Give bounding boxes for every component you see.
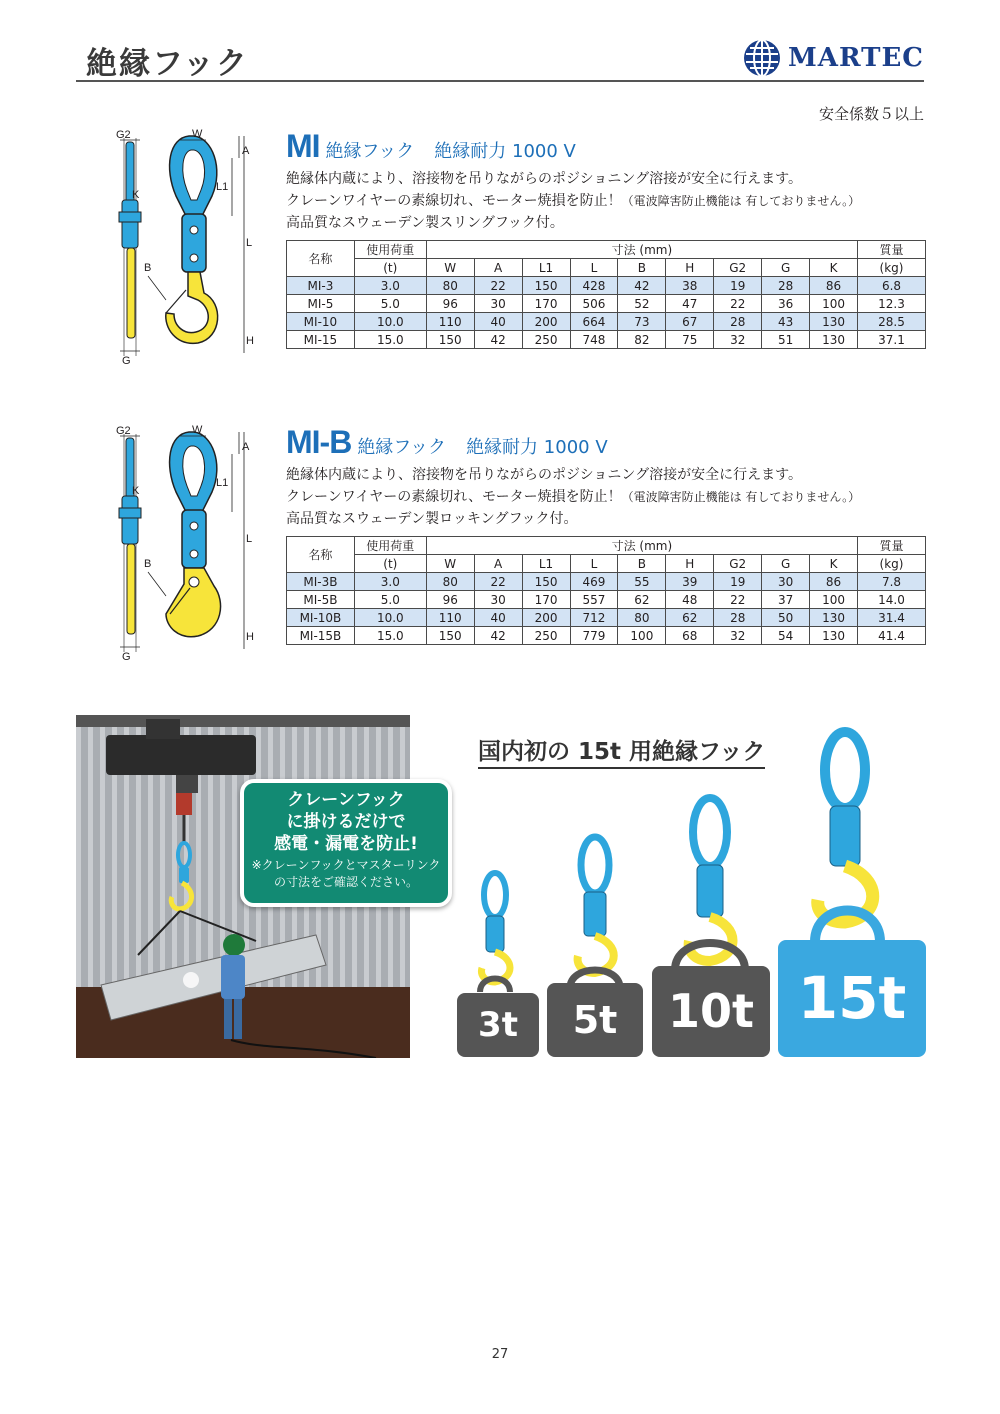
table-cell: 40	[474, 609, 522, 627]
header-dim-col: A	[474, 555, 522, 573]
page-number: 27	[491, 1347, 509, 1362]
table-cell: 712	[570, 609, 618, 627]
header-dim-col: L	[570, 259, 618, 277]
table-cell: MI-10B	[287, 609, 355, 627]
svg-text:H: H	[246, 335, 254, 347]
header-mass-unit: (kg)	[857, 555, 925, 573]
header-load: 使用荷重	[354, 241, 426, 259]
table-cell: 68	[666, 627, 714, 645]
table-cell: 28	[714, 609, 762, 627]
voltage-rating: 絶縁耐力 1000 V	[434, 141, 576, 162]
callout-line: 感電・漏電を防止!	[274, 834, 418, 854]
spec-table	[286, 536, 926, 645]
table-cell: 28.5	[858, 313, 926, 331]
table-cell: 51	[762, 331, 810, 349]
table-cell: 80	[618, 609, 666, 627]
description-line: 高品質なスウェーデン製ロッキングフック付。	[286, 511, 578, 527]
section-title	[286, 128, 926, 164]
promo-title: 国内初の 15t 用絶縁フック	[478, 733, 765, 769]
product-content	[286, 128, 926, 349]
table-row	[287, 295, 926, 313]
svg-text:L1: L1	[216, 477, 229, 489]
description	[286, 168, 926, 234]
table-cell: 506	[570, 295, 618, 313]
safety-factor-note: 安全係数５以上	[818, 105, 924, 123]
table-cell: 28	[714, 313, 762, 331]
description-line: 絶縁体内蔵により、溶接物を吊りながらのポジショニング溶接が安全に行えます。	[286, 467, 802, 483]
table-cell: 130	[810, 313, 858, 331]
header-load: 使用荷重	[354, 537, 426, 555]
table-cell: 86	[810, 277, 858, 295]
header-mass: 質量	[858, 241, 926, 259]
table-cell: 130	[810, 609, 858, 627]
table-cell: 6.8	[858, 277, 926, 295]
weight-5t: 5t	[547, 983, 643, 1057]
front-view	[144, 128, 254, 353]
table-cell: MI-5B	[287, 591, 355, 609]
table-row	[287, 277, 926, 295]
table-cell: 31.4	[857, 609, 925, 627]
table-cell: MI-10	[287, 313, 355, 331]
description-line: 絶縁体内蔵により、溶接物を吊りながらのポジショニング溶接が安全に行えます。	[286, 171, 802, 187]
table-cell: 5.0	[354, 591, 426, 609]
header-dim-col: K	[810, 555, 858, 573]
weight-15t: 15t	[778, 940, 926, 1057]
header-dimensions: 寸法 (mm)	[426, 537, 857, 555]
table-cell: MI-15	[287, 331, 355, 349]
svg-text:G2: G2	[116, 129, 131, 141]
table-row	[287, 313, 926, 331]
table-row	[287, 573, 926, 591]
table-cell: 100	[618, 627, 666, 645]
hook-dimension-diagram	[94, 128, 284, 368]
description-line: クレーンワイヤーの素線切れ、モーター焼損を防止！（電波障害防止機能は 有しておりません。）	[286, 489, 861, 505]
table-cell: 37.1	[858, 331, 926, 349]
header-mass: 質量	[857, 537, 925, 555]
svg-text:W: W	[192, 424, 203, 436]
callout-bubble	[240, 779, 452, 907]
table-cell: 39	[666, 573, 714, 591]
hook-15t-icon	[818, 732, 873, 922]
table-cell: 22	[714, 591, 762, 609]
description-line: 高品質なスウェーデン製スリングフック付。	[286, 215, 564, 231]
table-cell: 15.0	[354, 331, 426, 349]
page-title: 絶縁フック	[86, 46, 249, 82]
table-cell: 19	[714, 277, 762, 295]
table-cell: 469	[570, 573, 618, 591]
spec-table	[286, 240, 926, 349]
hook-5t-icon	[578, 837, 614, 973]
header-dim-col: G2	[714, 259, 762, 277]
header-name: 名称	[287, 241, 355, 277]
header-dim-col: G	[762, 259, 810, 277]
svg-text:B: B	[144, 558, 152, 570]
description	[286, 464, 926, 530]
table-cell: 50	[762, 609, 810, 627]
table-cell: 10.0	[354, 609, 426, 627]
table-cell: 80	[426, 573, 474, 591]
table-cell: 32	[714, 627, 762, 645]
table-cell: 12.3	[858, 295, 926, 313]
table-cell: 130	[810, 331, 858, 349]
table-cell: 96	[426, 591, 474, 609]
table-cell: 75	[666, 331, 714, 349]
table-cell: 3.0	[354, 573, 426, 591]
table-cell: 67	[666, 313, 714, 331]
svg-text:G: G	[122, 355, 131, 367]
weight-10t: 10t	[652, 966, 770, 1057]
hook-10t-icon	[689, 798, 733, 961]
table-cell: 748	[570, 331, 618, 349]
description-line: クレーンワイヤーの素線切れ、モーター焼損を防止！（電波障害防止機能は 有しておりません。）	[286, 193, 861, 209]
svg-text:W: W	[192, 128, 203, 140]
table-cell: 250	[522, 627, 570, 645]
table-cell: MI-3B	[287, 573, 355, 591]
table-cell: 428	[570, 277, 618, 295]
model-name: MI-B	[286, 424, 352, 460]
callout-line: に掛けるだけで	[286, 812, 406, 832]
table-cell: 30	[474, 295, 522, 313]
header-load-unit: (t)	[354, 259, 426, 277]
table-cell: 48	[666, 591, 714, 609]
header-dim-col: G	[762, 555, 810, 573]
header-dim-col: B	[618, 555, 666, 573]
svg-text:G: G	[122, 651, 131, 663]
table-cell: 130	[810, 627, 858, 645]
table-cell: 82	[618, 331, 666, 349]
weight-3t: 3t	[457, 993, 539, 1057]
table-cell: 664	[570, 313, 618, 331]
table-cell: 43	[762, 313, 810, 331]
table-cell: 110	[426, 313, 474, 331]
table-cell: 40	[474, 313, 522, 331]
svg-text:K: K	[132, 189, 140, 201]
svg-text:G2: G2	[116, 425, 131, 437]
header-load-unit: (t)	[354, 555, 426, 573]
table-cell: MI-15B	[287, 627, 355, 645]
table-cell: 42	[474, 627, 522, 645]
table-cell: 557	[570, 591, 618, 609]
table-cell: 5.0	[354, 295, 426, 313]
header-dim-col: G2	[714, 555, 762, 573]
hook-dimension-diagram	[94, 424, 284, 664]
table-cell: 30	[762, 573, 810, 591]
header-dim-col: B	[618, 259, 666, 277]
table-cell: 14.0	[857, 591, 925, 609]
table-cell: 62	[618, 591, 666, 609]
side-view	[116, 129, 141, 367]
header-mass-unit: (kg)	[858, 259, 926, 277]
callout-line: クレーンフック	[287, 790, 405, 810]
hook-3t-icon	[482, 873, 510, 982]
table-cell: 22	[474, 573, 522, 591]
table-cell: 30	[474, 591, 522, 609]
description-note: （電波障害防止機能は 有しておりません。）	[621, 490, 861, 504]
table-cell: 200	[522, 609, 570, 627]
table-cell: 96	[426, 295, 474, 313]
table-cell: 47	[666, 295, 714, 313]
header-dim-col: W	[426, 555, 474, 573]
header-dim-col: L1	[522, 555, 570, 573]
table-cell: 150	[522, 277, 570, 295]
table-cell: 100	[810, 591, 858, 609]
table-cell: 150	[426, 627, 474, 645]
table-cell: 32	[714, 331, 762, 349]
table-cell: 150	[426, 331, 474, 349]
table-cell: 36	[762, 295, 810, 313]
table-cell: 170	[522, 591, 570, 609]
header-dim-col: H	[666, 555, 714, 573]
table-cell: 54	[762, 627, 810, 645]
svg-text:L1: L1	[216, 181, 229, 193]
table-cell: 38	[666, 277, 714, 295]
svg-text:A: A	[242, 145, 250, 157]
table-cell: 3.0	[354, 277, 426, 295]
table-cell: 22	[474, 277, 522, 295]
brand-logo	[742, 38, 924, 78]
description-note: （電波障害防止機能は 有しておりません。）	[621, 194, 861, 208]
header-dim-col: W	[426, 259, 474, 277]
section-title	[286, 424, 926, 460]
header-dim-col: A	[474, 259, 522, 277]
globe-icon	[742, 38, 782, 78]
table-cell: 37	[762, 591, 810, 609]
header-dim-col: L	[570, 555, 618, 573]
table-cell: 19	[714, 573, 762, 591]
table-cell: 52	[618, 295, 666, 313]
side-view	[116, 425, 141, 663]
table-cell: 28	[762, 277, 810, 295]
table-cell: 15.0	[354, 627, 426, 645]
svg-text:K: K	[132, 485, 140, 497]
model-name: MI	[286, 128, 320, 164]
table-cell: 62	[666, 609, 714, 627]
table-cell: 100	[810, 295, 858, 313]
svg-text:L: L	[246, 237, 253, 249]
table-cell: 779	[570, 627, 618, 645]
table-cell: MI-5	[287, 295, 355, 313]
header-dim-col: L1	[522, 259, 570, 277]
table-cell: 73	[618, 313, 666, 331]
table-row	[287, 331, 926, 349]
header-dim-col: H	[666, 259, 714, 277]
brand-name: MARTEC	[788, 43, 924, 73]
svg-text:H: H	[246, 631, 254, 643]
header-dimensions: 寸法 (mm)	[426, 241, 857, 259]
svg-text:B: B	[144, 262, 152, 274]
table-cell: 22	[714, 295, 762, 313]
table-cell: 110	[426, 609, 474, 627]
table-cell: 250	[522, 331, 570, 349]
table-cell: MI-3	[287, 277, 355, 295]
header-dim-col: K	[810, 259, 858, 277]
svg-text:L: L	[246, 533, 253, 545]
product-content	[286, 424, 926, 645]
table-cell: 86	[810, 573, 858, 591]
table-cell: 170	[522, 295, 570, 313]
callout-note: ※クレーンフックとマスターリンク の寸法をご確認ください。	[251, 858, 441, 889]
table-cell: 80	[426, 277, 474, 295]
header-name: 名称	[287, 537, 355, 573]
page-header	[76, 30, 924, 82]
front-view	[144, 424, 254, 649]
svg-text:A: A	[242, 441, 250, 453]
table-cell: 10.0	[354, 313, 426, 331]
section-subtitle: 絶縁フック	[357, 437, 447, 458]
table-cell: 42	[474, 331, 522, 349]
section-subtitle: 絶縁フック	[325, 141, 415, 162]
table-cell: 7.8	[857, 573, 925, 591]
table-cell: 200	[522, 313, 570, 331]
table-cell: 41.4	[857, 627, 925, 645]
table-cell: 150	[522, 573, 570, 591]
table-row	[287, 591, 926, 609]
voltage-rating: 絶縁耐力 1000 V	[466, 437, 608, 458]
table-row	[287, 627, 926, 645]
table-row	[287, 609, 926, 627]
table-cell: 55	[618, 573, 666, 591]
table-cell: 42	[618, 277, 666, 295]
